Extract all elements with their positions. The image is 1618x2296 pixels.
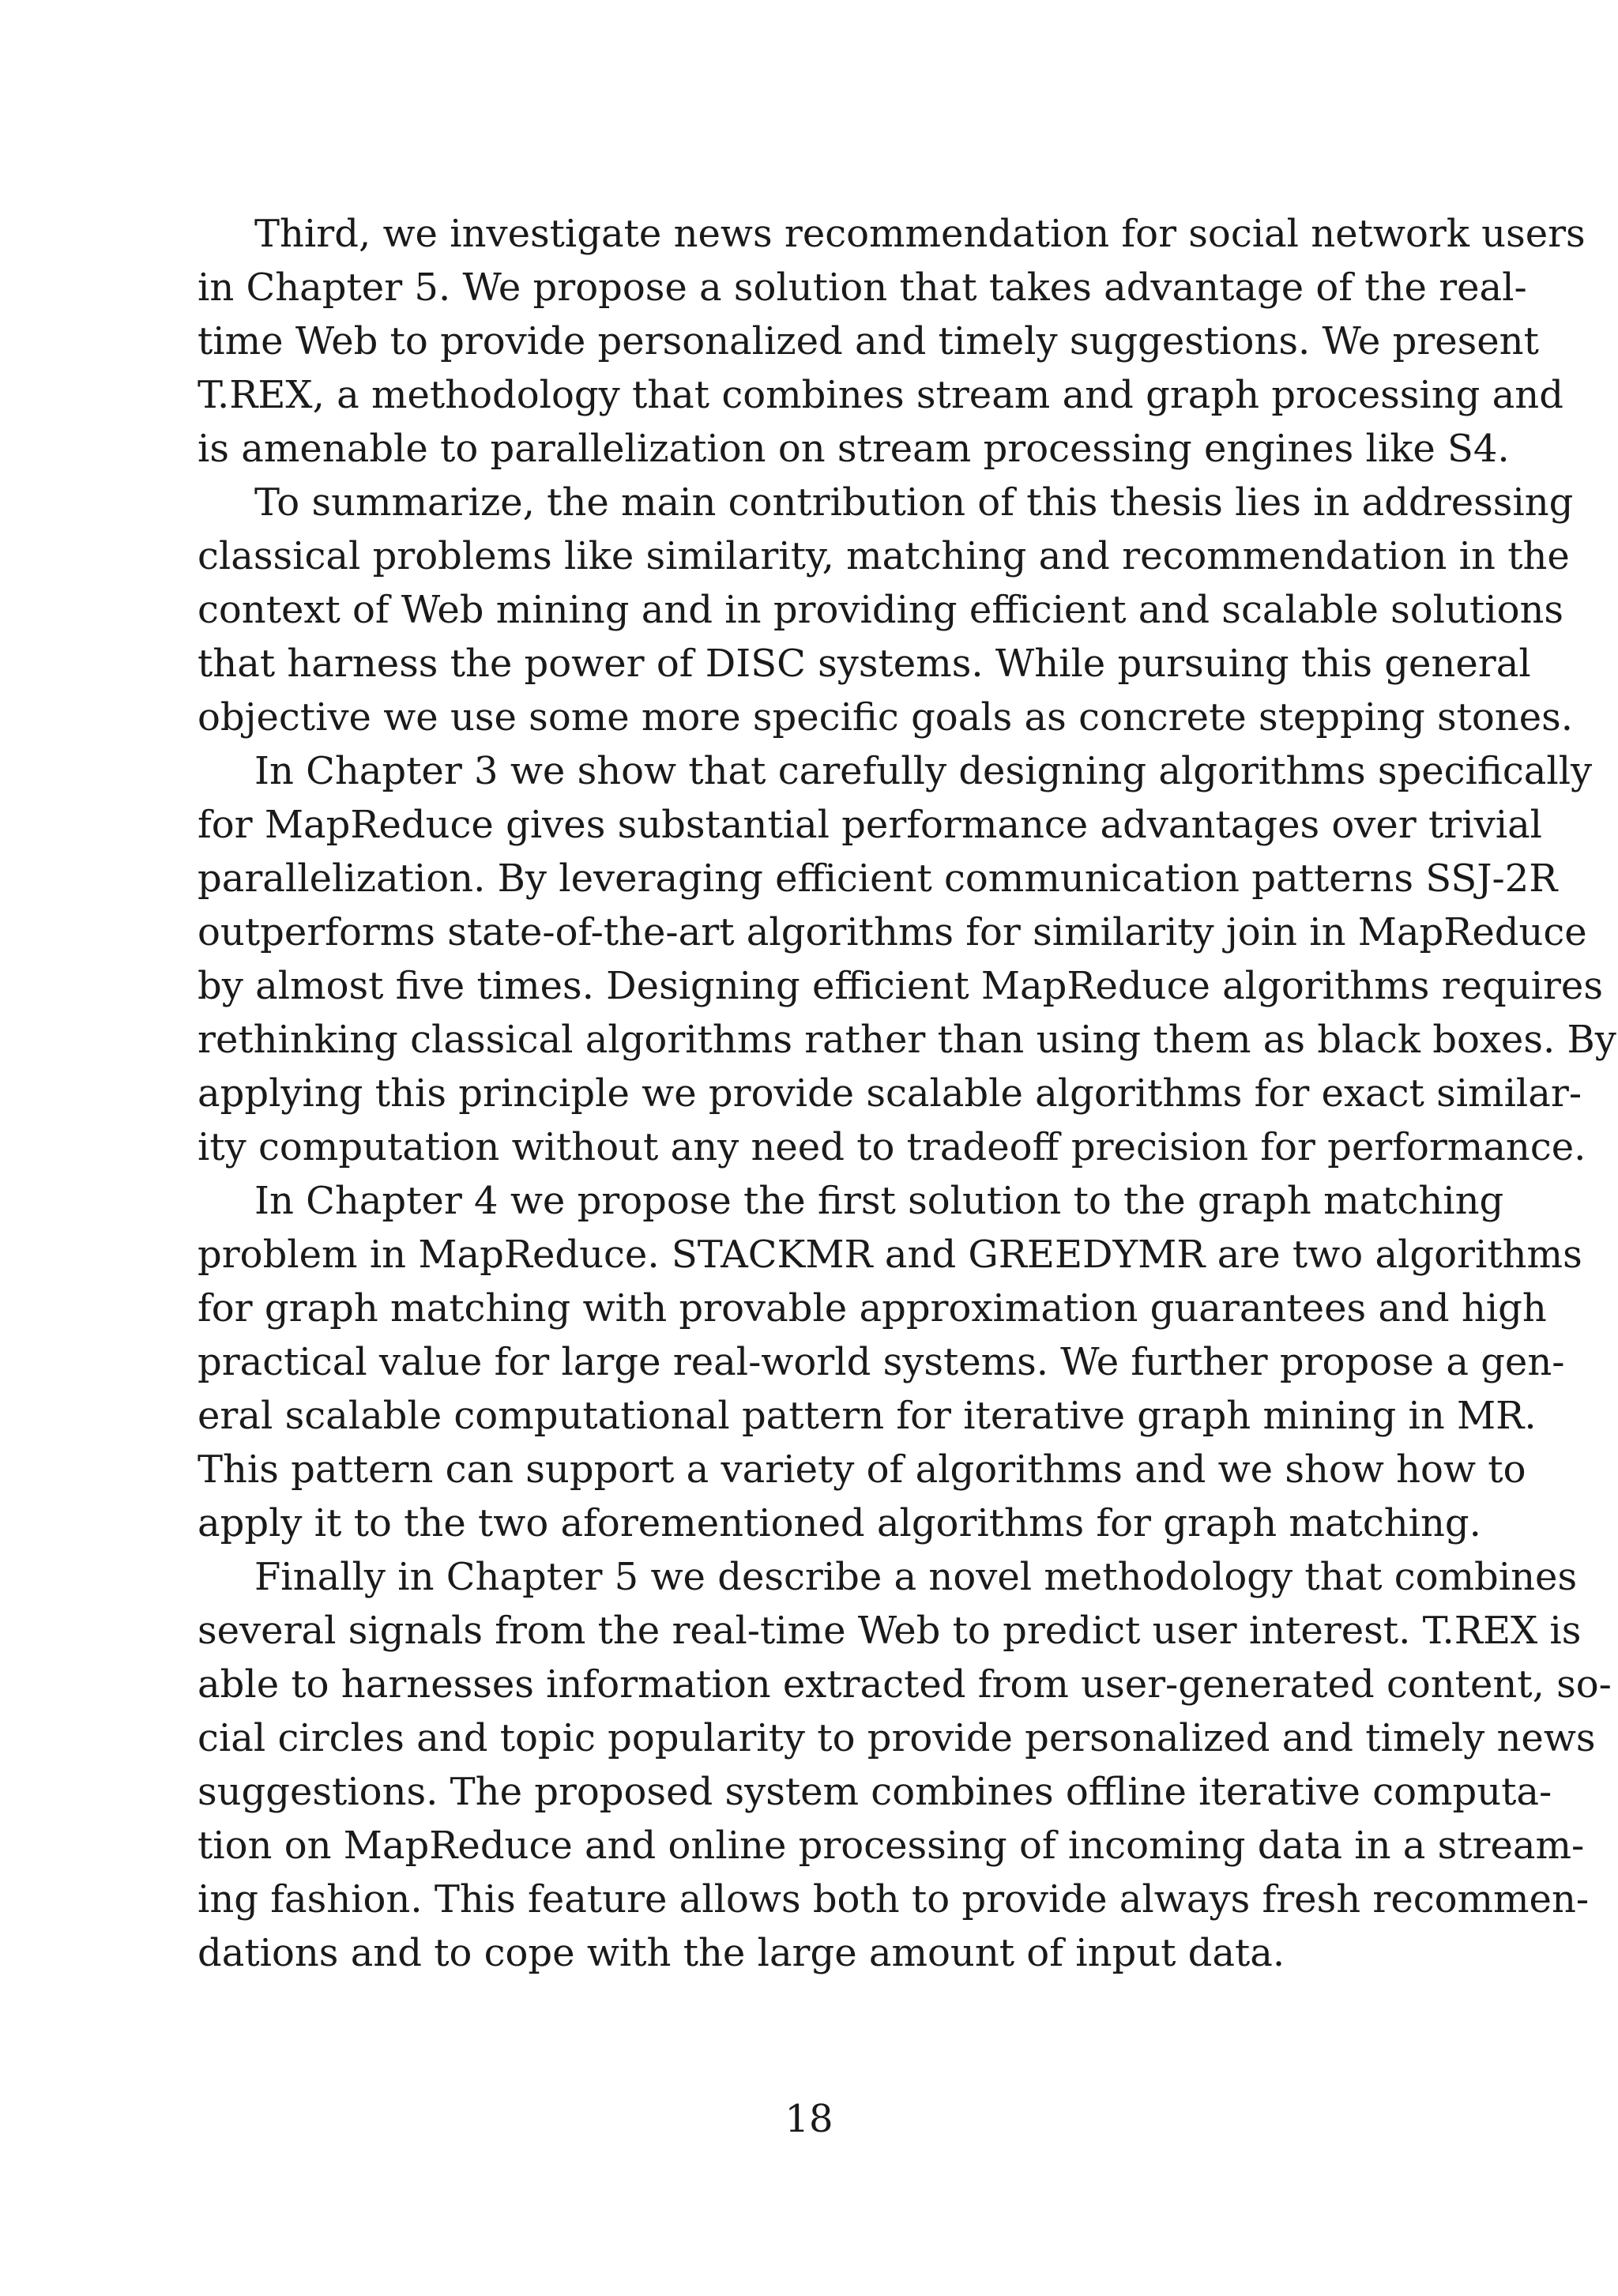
text-line: for graph matching with provable approximation guarantees and high xyxy=(198,1286,1547,1331)
text-line: for MapReduce gives substantial performance advantages over trivial xyxy=(198,803,1543,847)
text-line: able to harnesses information extracted from user-generated content, so- xyxy=(198,1662,1612,1707)
text-line: objective we use some more specific goals as concrete stepping stones. xyxy=(198,695,1574,740)
text-line: time Web to provide personalized and timely suggestions. We present xyxy=(198,319,1539,363)
page-number: 18 xyxy=(785,2097,833,2141)
text-line: Third, we investigate news recommendation for social network users xyxy=(254,212,1586,256)
text-line: problem in MapReduce. STACKMR and GREEDYMR are two algorithms xyxy=(198,1233,1582,1277)
text-line: several signals from the real-time Web to predict user interest. T.REX is xyxy=(198,1609,1582,1653)
text-line: practical value for large real-world systems. We further propose a gen- xyxy=(198,1340,1565,1384)
text-line: by almost five times. Designing efficient MapReduce algorithms requires xyxy=(198,964,1603,1008)
text-line: suggestions. The proposed system combines offline iterative computa- xyxy=(198,1770,1552,1814)
text-line: that harness the power of DISC systems. While pursuing this general xyxy=(198,642,1531,686)
text-line: In Chapter 4 we propose the first solution to the graph matching xyxy=(254,1179,1504,1223)
text-line: ity computation without any need to tradeoff precision for performance. xyxy=(198,1125,1586,1169)
text-line: T.REX, a methodology that combines stream and graph processing and xyxy=(198,373,1563,417)
text-line: In Chapter 3 we show that carefully designing algorithms specifically xyxy=(254,749,1593,793)
text-line: eral scalable computational pattern for iterative graph mining in MR. xyxy=(198,1394,1537,1438)
text-line: ing fashion. This feature allows both to provide always fresh recommen- xyxy=(198,1877,1590,1921)
text-line: classical problems like similarity, matching and recommendation in the xyxy=(198,534,1570,578)
text-line: is amenable to parallelization on stream processing engines like S4. xyxy=(198,427,1510,471)
text-line: outperforms state-of-the-art algorithms for similarity join in MapReduce xyxy=(198,910,1587,954)
text-line: This pattern can support a variety of algorithms and we show how to xyxy=(198,1447,1526,1492)
text-line: rethinking classical algorithms rather than using them as black boxes. By xyxy=(198,1018,1616,1062)
text-line: in Chapter 5. We propose a solution that takes advantage of the real- xyxy=(198,265,1527,310)
text-line: dations and to cope with the large amount of input data. xyxy=(198,1931,1285,1975)
text-line: applying this principle we provide scalable algorithms for exact similar- xyxy=(198,1071,1582,1116)
text-line: cial circles and topic popularity to provide personalized and timely news xyxy=(198,1716,1596,1760)
text-line: apply it to the two aforementioned algorithms for graph matching. xyxy=(198,1501,1481,1545)
text-line: tion on MapReduce and online processing of incoming data in a stream- xyxy=(198,1824,1585,1868)
text-line: To summarize, the main contribution of this thesis lies in addressing xyxy=(254,480,1574,525)
text-line: context of Web mining and in providing efficient and scalable solutions xyxy=(198,588,1564,632)
text-line: Finally in Chapter 5 we describe a novel methodology that combines xyxy=(254,1555,1578,1599)
text-line: parallelization. By leveraging efficient communication patterns SSJ-2R xyxy=(198,856,1558,901)
